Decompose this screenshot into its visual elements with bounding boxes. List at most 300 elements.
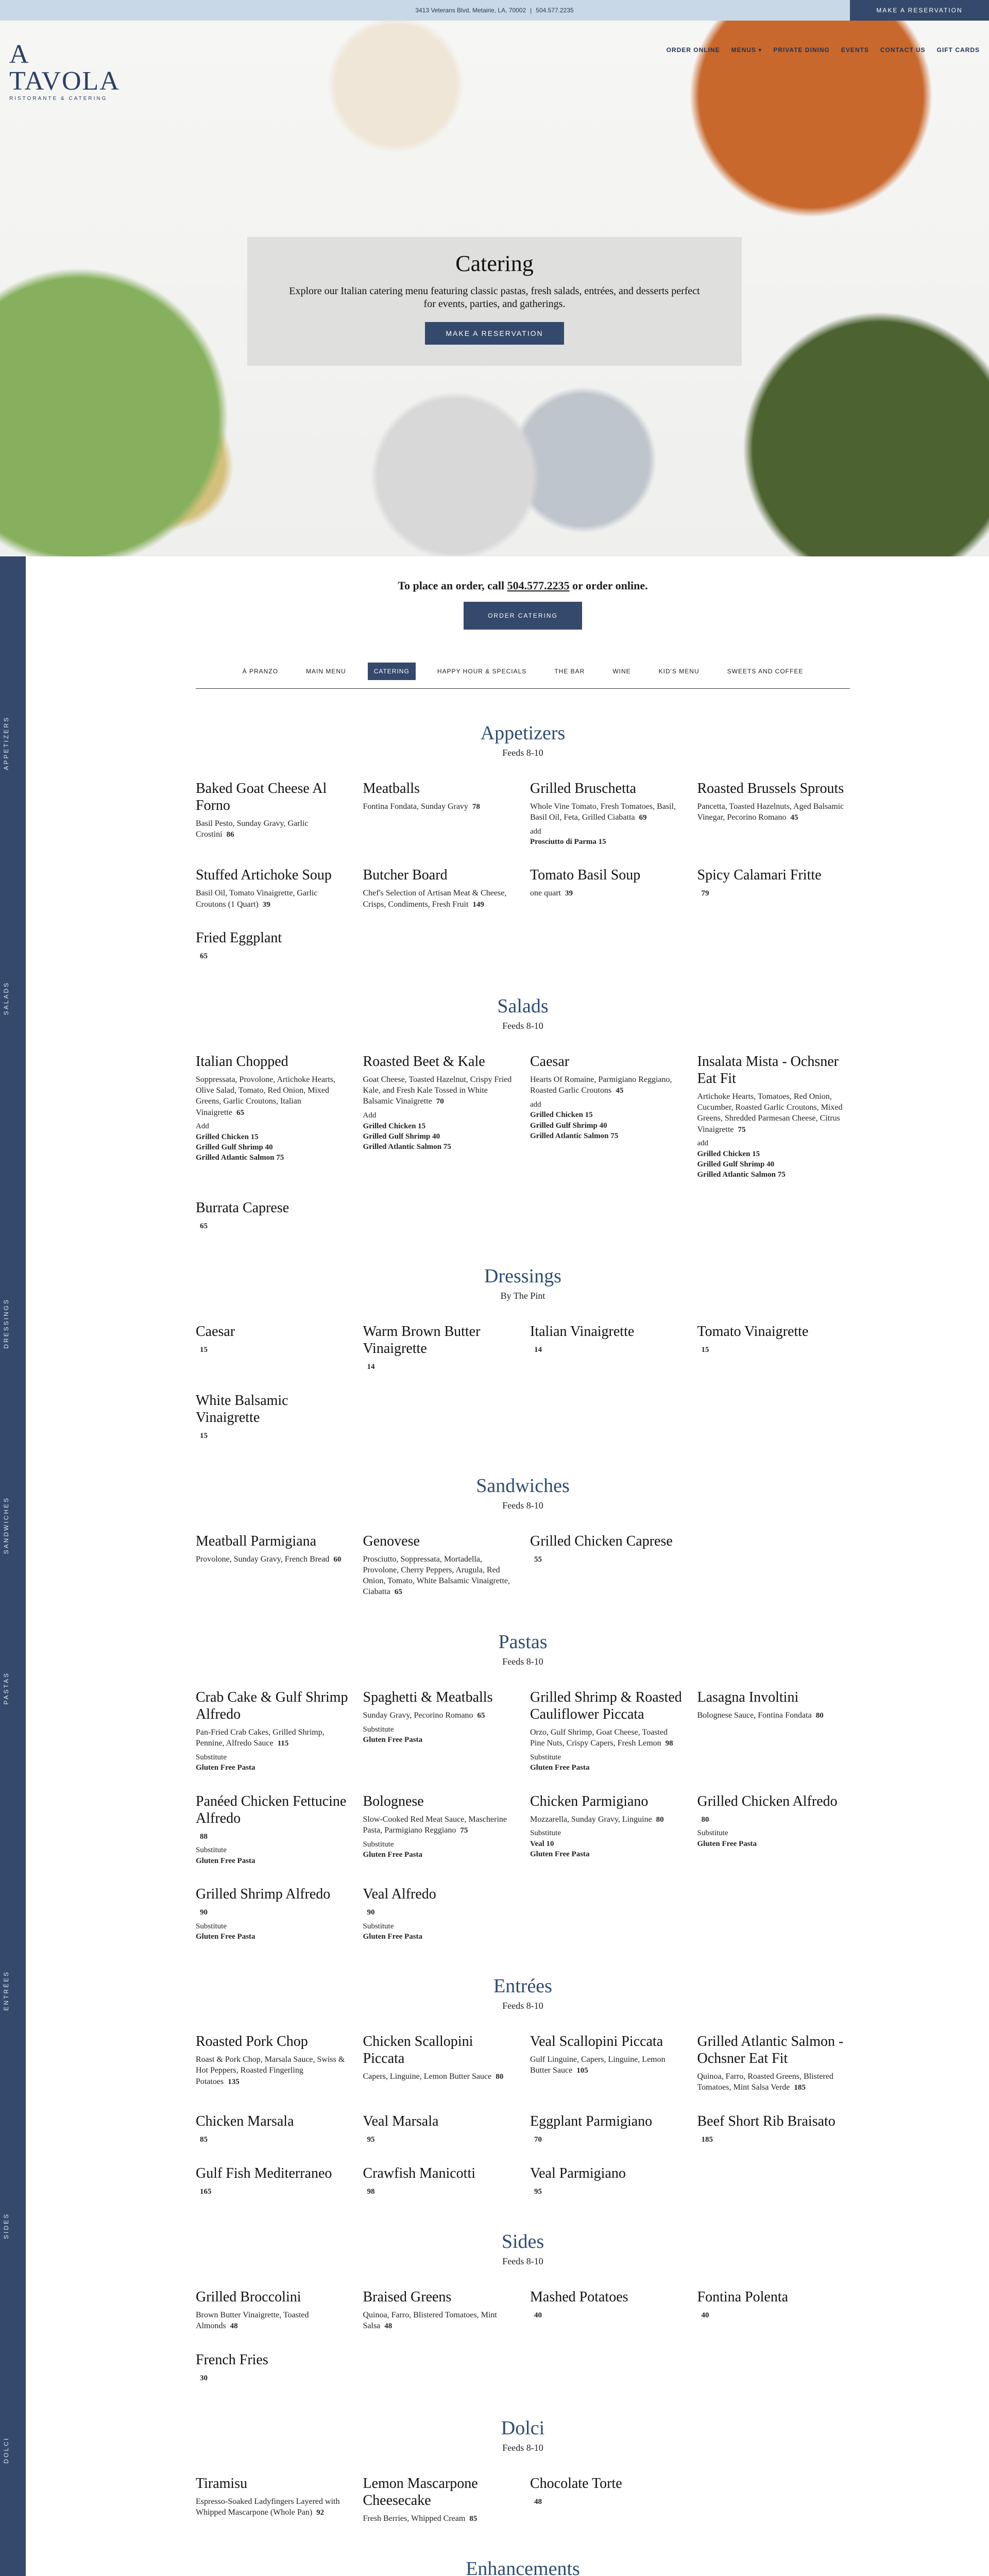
rail-dolci[interactable]: DOLCI (3, 2437, 10, 2464)
top-phone[interactable]: 504.577.2235 (536, 7, 574, 14)
menu-item-price: 86 (226, 831, 234, 839)
menu-item (530, 1793, 683, 1866)
menu-item (196, 2165, 349, 2197)
menu-item-description (196, 2054, 349, 2087)
menu-item-name: Roasted Brussels Sprouts (697, 781, 844, 796)
menu-item-name: Veal Scallopini Piccata (530, 2033, 663, 2050)
menu-item (530, 2033, 683, 2093)
nav-private-dining[interactable]: PRIVATE DINING (773, 46, 830, 54)
menu-item-name: Meatballs (363, 781, 420, 796)
section-subtitle: Feeds 8-10 (502, 1656, 543, 1667)
menu-item-name: White Balsamic Vinaigrette (196, 1393, 288, 1426)
menu-item-name: Spaghetti & Meatballs (363, 1689, 493, 1706)
menu-item-description-text: Sunday Gravy, Pecorino Romano (363, 1711, 473, 1720)
menu-item-price: 15 (200, 1432, 208, 1440)
site-logo[interactable] (9, 41, 123, 101)
section-title: Sandwiches (476, 1475, 570, 1497)
menu-item-name: Veal Marsala (363, 2113, 439, 2130)
menu-item-extra: Substitute Veal 10 Gluten Free Pasta (530, 1829, 590, 1858)
menu-item-price: 135 (228, 2077, 240, 2086)
menu-item-price: 185 (701, 2136, 713, 2144)
rail-sandwiches[interactable]: SANDWICHES (3, 1497, 10, 1554)
menu-item-description-text: Provolone, Sunday Gravy, French Bread (196, 1554, 330, 1564)
menu-item-description (697, 2310, 850, 2321)
menu-section-entr-es (196, 1975, 850, 2197)
menu-item-description (697, 1344, 850, 1355)
tab-wine[interactable]: WINE (612, 668, 631, 675)
menu-item-name: Crab Cake & Gulf Shrimp Alfredo (196, 1689, 348, 1723)
menu-item-description (363, 1907, 516, 1918)
menu-item-description (363, 2071, 516, 2082)
menu-item-price: 85 (469, 2514, 478, 2523)
menu-item-price: 15 (200, 1346, 208, 1354)
menu-item (530, 1533, 683, 1598)
menu-item (363, 1886, 516, 1942)
menu-item-description (196, 1907, 349, 1918)
menu-item-price: 65 (200, 1222, 208, 1231)
menu-item-description-text: Mozzarella, Sunday Gravy, Linguine (530, 1815, 652, 1824)
menu-item-description (697, 1710, 850, 1721)
menu-item-price: 85 (200, 2136, 208, 2144)
menu-section-sides (196, 2230, 850, 2384)
menu-item-name: Fried Eggplant (196, 930, 282, 946)
menu-item-name: Grilled Bruschetta (530, 781, 637, 796)
nav-contact-us[interactable]: CONTACT US (880, 46, 926, 54)
menu-item-extra: add Grilled Chicken 15 Grilled Gulf Shrimp 40 Grilled Atlantic Salmon 75 (530, 1100, 619, 1140)
menu-item-description (697, 888, 850, 899)
menu-item-price: 98 (367, 2188, 375, 2196)
menu-item-price: 95 (367, 2136, 375, 2144)
menu-item (196, 1323, 349, 1372)
section-subtitle: By The Pint (500, 1291, 545, 1301)
menu-item-description (196, 2310, 349, 2332)
menu-item-price: 70 (436, 1097, 444, 1106)
menu-item-price: 80 (496, 2073, 504, 2081)
menu-item-description (363, 2134, 516, 2145)
tab-kids-menu[interactable]: KID'S MENU (658, 668, 700, 675)
menu-item-price: 80 (701, 1815, 709, 1824)
menu-item-name: Roasted Beet & Kale (363, 1054, 485, 1070)
menu-item-description-text: Basil Oil, Tomato Vinaigrette, Garlic Croutons (1 Quart) (196, 889, 318, 909)
menu-item (363, 2165, 516, 2197)
menu-item-description (530, 2310, 683, 2321)
hero-reserve-button[interactable]: MAKE A RESERVATION (425, 322, 564, 345)
top-address: 3413 Veterans Blvd, Metairie, LA, 70002 (415, 7, 526, 14)
menu-item (363, 2475, 516, 2524)
menu-item-description-text: Slow-Cooked Red Meat Sauce, Mascherine Pasta, Parmigiano Reggiano (363, 1815, 507, 1835)
menu-item (530, 1053, 683, 1180)
menu-item-name: Stuffed Artichoke Soup (196, 867, 332, 884)
hero-description: Explore our Italian catering menu featuring classic pastas, fresh salads, entrées, and desserts perfect for events, parties, and gatherings. (289, 285, 700, 310)
menu-item-extra: Substitute Gluten Free Pasta (196, 1922, 255, 1941)
menu-item (530, 2289, 683, 2332)
menu-item-description (196, 1430, 349, 1442)
menu-item (530, 2475, 683, 2524)
menu-item (363, 2113, 516, 2145)
rail-appetizers[interactable]: APPETIZERS (3, 716, 10, 770)
menu-item-description-text: Hearts Of Romaine, Parmigiano Reggiano, Roasted Garlic Croutons (530, 1075, 672, 1095)
menu-item-description (196, 2496, 349, 2518)
menu-item-price: 45 (616, 1087, 624, 1095)
content-area (0, 556, 989, 2576)
menu-item-name: Caesar (530, 1054, 570, 1070)
menu-item-description-text: Quinoa, Farro, Blistered Tomatoes, Mint Salsa (363, 2310, 497, 2331)
menu-item-description-text: Espresso-Soaked Ladyfingers Layered with Whipped Mascarpone (Whole Pan) (196, 2497, 340, 2517)
menu-item-description (530, 1344, 683, 1355)
section-title: Pastas (498, 1631, 548, 1653)
rail-entrees[interactable]: ENTRÉES (3, 1971, 10, 2011)
menu-item-extra: Substitute Gluten Free Pasta (363, 1840, 423, 1859)
menu-item-description (530, 2054, 683, 2076)
menu-item-name: Grilled Shrimp Alfredo (196, 1886, 331, 1902)
menu-item (363, 1053, 516, 1180)
menu-item-extra: Substitute Gluten Free Pasta (196, 1753, 255, 1772)
menu-item-description (196, 1344, 349, 1355)
menu-item (530, 1323, 683, 1372)
menu-item-name: Lemon Mascarpone Cheesecake (363, 2475, 478, 2509)
section-title: Dressings (484, 1265, 561, 1287)
menu-item-description-text: Capers, Linguine, Lemon Butter Sauce (363, 2072, 492, 2081)
menu-item-extra: add Prosciutto di Parma 15 (530, 827, 606, 846)
menu-item (196, 1689, 349, 1773)
section-title: Entrées (493, 1975, 552, 1997)
menu-section-enhancements (196, 2557, 850, 2576)
menu-section-salads (196, 995, 850, 1232)
menu-item-description (363, 1554, 516, 1598)
menu-item-name: Crawfish Manicotti (363, 2165, 476, 2182)
menu-item-price: 60 (333, 1555, 342, 1564)
menu-item-description-text: Brown Butter Vinaigrette, Toasted Almonds (196, 2310, 309, 2331)
section-subtitle: Feeds 8-10 (502, 2442, 543, 2453)
order-suffix: or order online. (569, 579, 648, 592)
page-title: Catering (455, 251, 534, 276)
menu-item-description-text: Prosciutto, Soppressata, Mortadella, Provolone, Cherry Peppers, Arugula, Red Onion, Tomato, White Balsamic Vinaigrette, Ciabatta (363, 1554, 510, 1597)
menu-item-price: 65 (200, 952, 208, 961)
menu-item-description (196, 1727, 349, 1749)
logo-subtitle: RISTORANTE & CATERING (9, 96, 108, 101)
menu-item (530, 780, 683, 847)
menu-item-description-text: Goat Cheese, Toasted Hazelnut, Crispy Fried Kale, and Fresh Kale Tossed in White Balsamic Vinaigrette (363, 1075, 512, 1106)
menu-item-price: 14 (534, 1346, 542, 1354)
menu-item (196, 1053, 349, 1180)
menu-item-description (363, 1074, 516, 1107)
menu-item (697, 1323, 850, 1372)
nav-events[interactable]: EVENTS (841, 46, 869, 54)
menu-item (196, 2033, 349, 2093)
menu-item (697, 2033, 850, 2093)
menu-item (196, 2351, 349, 2384)
menu-item-name: Tiramisu (196, 2475, 248, 2492)
menu-item-price: 88 (200, 1832, 208, 1841)
menu-item-description (363, 801, 516, 812)
menu-item (196, 1886, 349, 1942)
tab-catering[interactable]: CATERING (368, 663, 416, 680)
menu-item-description-text: Pan-Fried Crab Cakes, Grilled Shrimp, Pennine, Alfredo Sauce (196, 1728, 325, 1748)
menu-item-name: Gulf Fish Mediterraneo (196, 2165, 332, 2182)
menu-item-name: Chocolate Torte (530, 2475, 622, 2492)
order-phone[interactable]: 504.577.2235 (507, 579, 570, 592)
section-subtitle: Feeds 8-10 (502, 2256, 543, 2266)
menu-item-description (196, 888, 349, 910)
menu-item-price: 79 (701, 889, 709, 898)
section-subtitle: Feeds 8-10 (502, 748, 543, 758)
menu-item (697, 1793, 850, 1866)
menu-item-description (530, 1554, 683, 1565)
menu-item (196, 929, 349, 962)
menu-item-price: 30 (200, 2374, 208, 2382)
menu-item-name: Butcher Board (363, 867, 448, 884)
menu-item-description (196, 1554, 349, 1565)
menu-item-name: Lasagna Involtini (697, 1689, 799, 1706)
menu-item-extra: Substitute Gluten Free Pasta (196, 1846, 255, 1865)
menu-item-name: Roasted Pork Chop (196, 2033, 308, 2050)
menu-item-price: 75 (460, 1826, 468, 1835)
section-grid (196, 780, 850, 962)
menu-item-price: 75 (738, 1125, 746, 1134)
menu-item-price: 40 (534, 2311, 542, 2319)
menu-item-price: 48 (230, 2322, 238, 2331)
menu-item (363, 780, 516, 847)
menu-item-description (363, 1814, 516, 1836)
menu-item-name: Warm Brown Butter Vinaigrette (363, 1324, 481, 1357)
section-title: Enhancements (466, 2557, 580, 2576)
menu-item (196, 780, 349, 847)
menu-item-description-text: Artichoke Hearts, Tomatoes, Red Onion, Cucumber, Roasted Garlic Croutons, Mixed Greens, Shredded Parmesan Cheese, Citrus Vinaigrette (697, 1092, 843, 1134)
menu-item-price: 65 (394, 1588, 402, 1597)
menu-item-price: 95 (534, 2188, 542, 2196)
menu-item (363, 867, 516, 910)
menu-item-extra: add Grilled Chicken 15 Grilled Gulf Shrimp 40 Grilled Atlantic Salmon 75 (697, 1139, 786, 1179)
section-grid (196, 2475, 850, 2524)
menu-item-description (363, 1361, 516, 1372)
menu-item-price: 65 (477, 1711, 485, 1720)
menu-item (697, 1689, 850, 1773)
menu-item-description (697, 1814, 850, 1825)
menu-item-description (196, 1221, 349, 1232)
menu-item-name: Braised Greens (363, 2289, 452, 2305)
menu-item (363, 1533, 516, 1598)
menu-item-extra: Substitute Gluten Free Pasta (697, 1829, 757, 1848)
menu-item (363, 2289, 516, 2332)
menu-item (363, 1793, 516, 1866)
menu-item-name: Spicy Calamari Fritte (697, 867, 822, 884)
order-text: To place an order, call (398, 579, 507, 592)
menu-item-description (530, 1074, 683, 1096)
menu-item-name: Veal Alfredo (363, 1886, 436, 1902)
menu-item-name: Beef Short Rib Braisato (697, 2113, 835, 2130)
menu-item-description-text: Whole Vine Tomato, Fresh Tomatoes, Basil, Basil Oil, Feta, Grilled Ciabatta (530, 802, 676, 822)
main-nav (667, 46, 980, 54)
menu-item-description (697, 1091, 850, 1135)
menu-item-description (363, 2310, 516, 2332)
menu-item-description (196, 2186, 349, 2197)
rail-dressings[interactable]: DRESSINGS (3, 1298, 10, 1349)
menu-item-name: Grilled Shrimp & Roasted Cauliflower Piccata (530, 1689, 682, 1723)
hero-banner (0, 21, 989, 556)
menu-section-dressings (196, 1265, 850, 1442)
section-grid (196, 1323, 850, 1442)
menu-section-sandwiches (196, 1475, 850, 1598)
menu-item-name: Eggplant Parmigiano (530, 2113, 653, 2130)
order-instructions (196, 579, 850, 592)
menu-item-name: Grilled Atlantic Salmon - Ochsner Eat Fit (697, 2033, 844, 2067)
section-title: Dolci (501, 2417, 545, 2439)
menu-item-name: Burrata Caprese (196, 1200, 289, 1216)
menu-item-name: Baked Goat Cheese Al Forno (196, 781, 327, 814)
menu-item-description-text: Pancetta, Toasted Hazelnuts, Aged Balsamic Vinegar, Pecorino Romano (697, 802, 844, 822)
menu-item-description-text: Bolognese Sauce, Fontina Fondata (697, 1711, 812, 1720)
menu-item (697, 2113, 850, 2145)
menu-item-price: 45 (790, 814, 798, 822)
menu-item-name: Tomato Basil Soup (530, 867, 641, 884)
menu-item-description (530, 2496, 683, 2507)
menu-item-name: Meatball Parmigiana (196, 1533, 317, 1549)
menu-item-description (530, 1814, 683, 1825)
menu-item (697, 2289, 850, 2332)
menu-item-description (363, 888, 516, 910)
top-bar (0, 0, 989, 21)
menu-item (530, 867, 683, 910)
menu-item-description (697, 801, 850, 823)
menu-item (196, 1533, 349, 1598)
menu-item (196, 1199, 349, 1232)
menu-item-description-text: Fontina Fondata, Sunday Gravy (363, 802, 468, 811)
menu-item-name: Fontina Polenta (697, 2289, 789, 2305)
nav-order-online[interactable]: ORDER ONLINE (666, 46, 720, 54)
menu-item (530, 2165, 683, 2197)
hero-overlay (247, 237, 742, 366)
menu-item-extra: Substitute Gluten Free Pasta (363, 1922, 423, 1941)
section-title: Sides (501, 2230, 544, 2252)
menu-item-price: 80 (815, 1711, 824, 1720)
menu-item-name: Grilled Chicken Alfredo (697, 1793, 838, 1809)
nav-menus[interactable]: MENUS ▾ (731, 46, 762, 54)
menu-item (196, 2289, 349, 2332)
rail-pastas[interactable]: PASTAS (3, 1672, 10, 1705)
menu-item (697, 867, 850, 910)
menu-item-price: 149 (472, 900, 484, 909)
menu-item-description (530, 2134, 683, 2145)
menu-item-price: 48 (384, 2322, 393, 2331)
tab-the-bar[interactable]: THE BAR (554, 668, 585, 675)
menu-item-price: 92 (316, 2508, 325, 2517)
menu-item-price: 15 (701, 1346, 709, 1354)
menu-item-extra: Substitute Gluten Free Pasta (530, 1753, 590, 1772)
menu-item-price: 105 (576, 2066, 588, 2075)
menu-item-name: Grilled Broccolini (196, 2289, 301, 2305)
menu-item-description-text: Soppressata, Provolone, Artichoke Hearts, Olive Salad, Tomato, Red Onion, Mixed Greens, Garlic Croutons, Italian Vinaigrette (196, 1075, 336, 1117)
menu-item-name: Grilled Chicken Caprese (530, 1533, 673, 1549)
menu-item-name: Caesar (196, 1324, 235, 1340)
menu-item-name: Chicken Parmigiano (530, 1793, 649, 1809)
tab-a-pranzo[interactable]: À PRANZO (242, 668, 279, 675)
menu-item (196, 867, 349, 910)
section-grid (196, 2289, 850, 2384)
top-reserve-button[interactable]: MAKE A RESERVATION (850, 0, 989, 21)
menu-item-description (530, 2186, 683, 2197)
tab-sweets-coffee[interactable]: SWEETS AND COFFEE (727, 668, 804, 675)
menu-item-price: 78 (472, 803, 480, 811)
menu-item (697, 780, 850, 847)
menu-item (363, 1689, 516, 1773)
section-subtitle: Feeds 8-10 (502, 2001, 543, 2011)
menu-item-description (363, 2186, 516, 2197)
menu-item-description-text: Orzo, Gulf Shrimp, Goat Cheese, Toasted Pine Nuts, Crispy Capers, Fresh Lemon (530, 1728, 668, 1748)
tab-happy-hour[interactable]: HAPPY HOUR & SPECIALS (437, 668, 527, 675)
menu-item-name: Italian Chopped (196, 1054, 288, 1070)
rail-salads[interactable]: SALADS (3, 981, 10, 1015)
menu-item-description (530, 1727, 683, 1749)
section-grid (196, 1689, 850, 1942)
menu-item-price: 90 (367, 1908, 375, 1917)
menu-item-price: 55 (534, 1555, 542, 1564)
menu-item-price: 98 (665, 1739, 673, 1748)
menu-item-description (697, 2071, 850, 2093)
section-rail (0, 556, 26, 2576)
menu-section-dolci (196, 2417, 850, 2524)
menu-item-description (363, 1710, 516, 1721)
order-catering-button[interactable]: ORDER CATERING (464, 602, 582, 630)
menu-item-name: Chicken Scallopini Piccata (363, 2033, 473, 2067)
menu-item-description (196, 1831, 349, 1842)
menu-item (196, 1793, 349, 1866)
menu-item-description (530, 801, 683, 823)
menu-item-name: Bolognese (363, 1793, 424, 1809)
menu-item-extra: Substitute Gluten Free Pasta (363, 1725, 423, 1744)
menu-item-description (196, 951, 349, 962)
tab-main-menu[interactable]: MAIN MENU (306, 668, 346, 675)
menu-item-price: 185 (794, 2083, 806, 2092)
menu-item-price: 165 (200, 2188, 212, 2196)
section-grid (196, 2033, 850, 2197)
menu-tabs (196, 663, 850, 689)
section-title: Appetizers (480, 722, 566, 744)
menu-item-name: Tomato Vinaigrette (697, 1324, 809, 1340)
logo-mark: A TAVOLA (9, 40, 120, 96)
menu-item-description (363, 2513, 516, 2524)
menu-item-price: 69 (639, 814, 647, 822)
section-title: Salads (497, 995, 549, 1018)
nav-gift-cards[interactable]: GIFT CARDS (936, 46, 980, 54)
menu-item-description-text: Fresh Berries, Whipped Cream (363, 2514, 466, 2523)
catering-page (26, 556, 989, 2576)
section-subtitle: Feeds 8-10 (502, 1500, 543, 1511)
menu-section-pastas (196, 1631, 850, 1942)
menu-item-price: 39 (262, 900, 270, 909)
rail-sides[interactable]: SIDES (3, 2213, 10, 2240)
menu-item-price: 80 (656, 1815, 664, 1824)
menu-item-price: 48 (534, 2497, 542, 2506)
menu-item-description (196, 1074, 349, 1118)
menu-item-name: Mashed Potatoes (530, 2289, 628, 2305)
menu-item-price: 65 (236, 1108, 245, 1117)
menu-item (697, 1053, 850, 1180)
menu-item-name: French Fries (196, 2351, 268, 2368)
menu-item-price: 40 (701, 2311, 709, 2319)
menu-item-name: Italian Vinaigrette (530, 1324, 635, 1340)
menu-item-price: 14 (367, 1363, 375, 1371)
menu-item-description-text: Gulf Linguine, Capers, Linguine, Lemon Butter Sauce (530, 2055, 666, 2075)
menu-item-description-text: Roast & Pork Chop, Marsala Sauce, Swiss & Hot Peppers, Roasted Fingerling Potatoes (196, 2055, 345, 2086)
menu-item-name: Chicken Marsala (196, 2113, 294, 2130)
top-separator: | (530, 7, 532, 14)
menu-item-description-text: one quart (530, 889, 561, 898)
menu-item-description (196, 2372, 349, 2384)
menu-item-name: Genovese (363, 1533, 420, 1549)
section-subtitle: Feeds 8-10 (502, 1021, 543, 1031)
menu-item-description (196, 818, 349, 840)
menu-sections (196, 722, 850, 2576)
